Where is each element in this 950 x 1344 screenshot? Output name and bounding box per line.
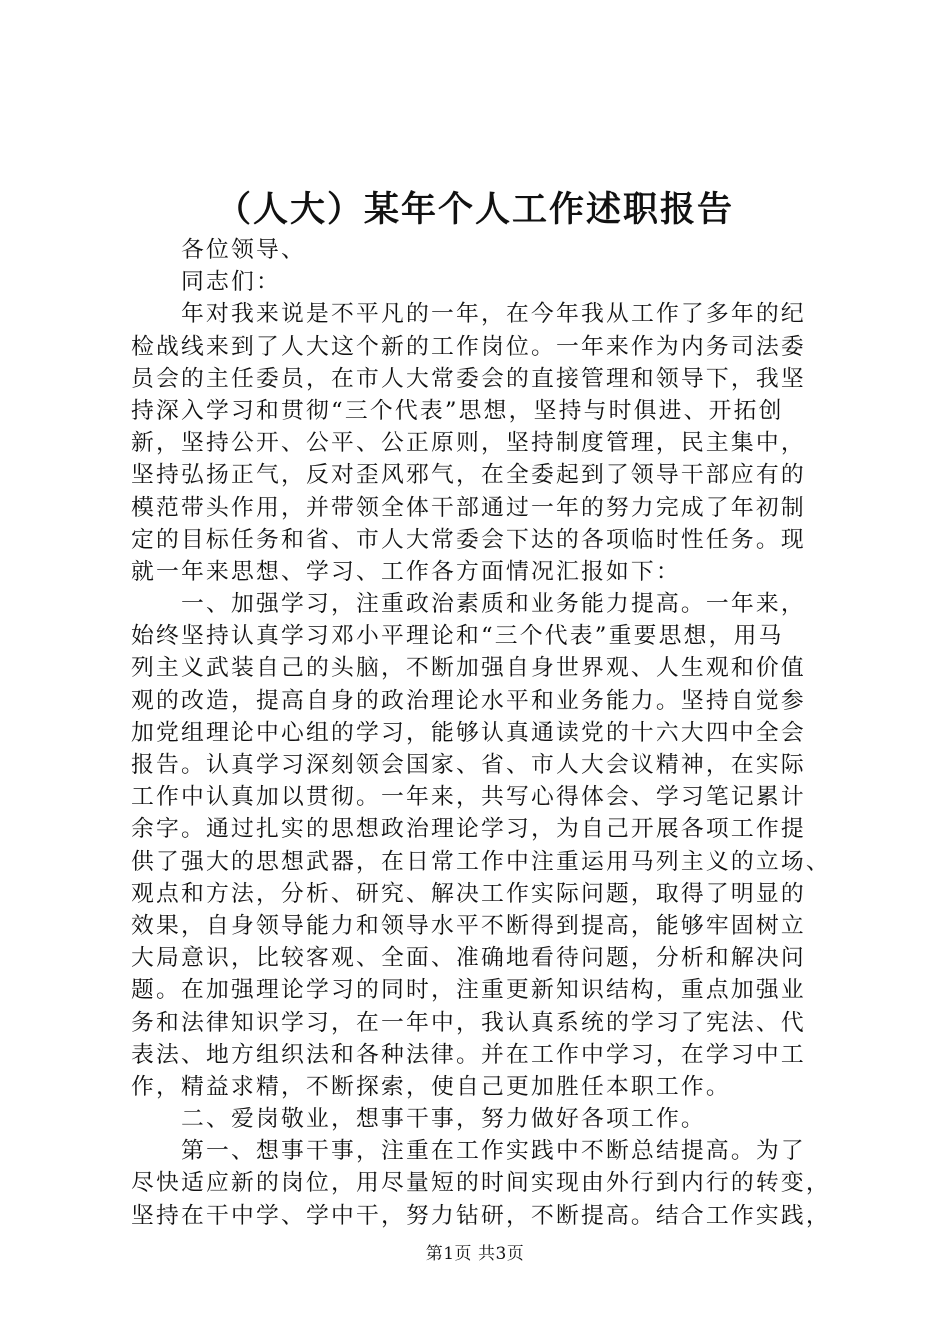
text-line: 题。在加强理论学习的同时，注重更新知识结构，重点加强业 <box>131 977 806 1004</box>
text-line: 坚持在干中学、学中干，努力钻研，不断提高。结合工作实践， <box>131 1202 831 1229</box>
document-title: （人大）某年个人工作述职报告 <box>215 189 734 230</box>
text-line: 各位领导、 <box>181 237 306 263</box>
document-body <box>131 234 831 1232</box>
text-line: 始终坚持认真学习邓小平理论和“三个代表”重要思想，用马 <box>131 623 784 650</box>
text-line: 年对我来说是不平凡的一年，在今年我从工作了多年的纪 <box>181 301 806 328</box>
text-line: 新，坚持公开、公平、公正原则，坚持制度管理，民主集中， <box>131 430 806 457</box>
text-line: 表法、地方组织法和各种法律。并在工作中学习，在学习中工 <box>131 1041 806 1068</box>
text-line: 余字。通过扎实的思想政治理论学习，为自己开展各项工作提 <box>131 816 806 843</box>
text-line: 务和法律知识学习，在一年中，我认真系统的学习了宪法、代 <box>131 1009 806 1036</box>
text-line: 尽快适应新的岗位，用尽量短的时间实现由外行到内行的转变， <box>131 1170 831 1197</box>
text-line: 第一、想事干事，注重在工作实践中不断总结提高。为了 <box>181 1138 806 1165</box>
text-line: 检战线来到了人大这个新的工作岗位。一年来作为内务司法委 <box>131 333 806 360</box>
text-line: 一、加强学习，注重政治素质和业务能力提高。一年来， <box>181 591 806 618</box>
text-line: 观的改造，提高自身的政治理论水平和业务能力。坚持自觉参 <box>131 687 806 714</box>
text-line: 效果，自身领导能力和领导水平不断得到提高，能够牢固树立 <box>131 912 806 939</box>
text-line: 大局意识，比较客观、全面、准确地看待问题，分析和解决问 <box>131 945 806 972</box>
text-line: 加党组理论中心组的学习，能够认真通读党的十六大四中全会 <box>131 719 806 746</box>
text-line: 观点和方法，分析、研究、解决工作实际问题，取得了明显的 <box>131 880 806 907</box>
text-line: 模范带头作用，并带领全体干部通过一年的努力完成了年初制 <box>131 494 806 521</box>
text-line: 作，精益求精，不断探索，使自己更加胜任本职工作。 <box>131 1073 731 1100</box>
text-line: 工作中认真加以贯彻。一年来，共写心得体会、学习笔记累计 <box>131 784 806 811</box>
text-line: 坚持弘扬正气，反对歪风邪气，在全委起到了领导干部应有的 <box>131 462 806 489</box>
text-line: 持深入学习和贯彻“三个代表”思想，坚持与时俱进、开拓创 <box>131 397 784 424</box>
page-footer: 第1页 共3页 <box>425 1244 525 1264</box>
text-line: 定的目标任务和省、市人大常委会下达的各项临时性任务。现 <box>131 526 806 553</box>
text-line: 就一年来思想、学习、工作各方面情况汇报如下： <box>131 558 681 585</box>
text-line: 员会的主任委员，在市人大常委会的直接管理和领导下，我坚 <box>131 365 806 392</box>
text-line: 二、爱岗敬业，想事干事，努力做好各项工作。 <box>181 1106 706 1133</box>
text-line: 供了强大的思想武器，在日常工作中注重运用马列主义的立场、 <box>131 848 831 875</box>
text-line: 报告。认真学习深刻领会国家、省、市人大会议精神，在实际 <box>131 752 806 778</box>
text-line: 同志们： <box>181 269 281 296</box>
text-line: 列主义武装自己的头脑，不断加强自身世界观、人生观和价值 <box>131 655 806 682</box>
